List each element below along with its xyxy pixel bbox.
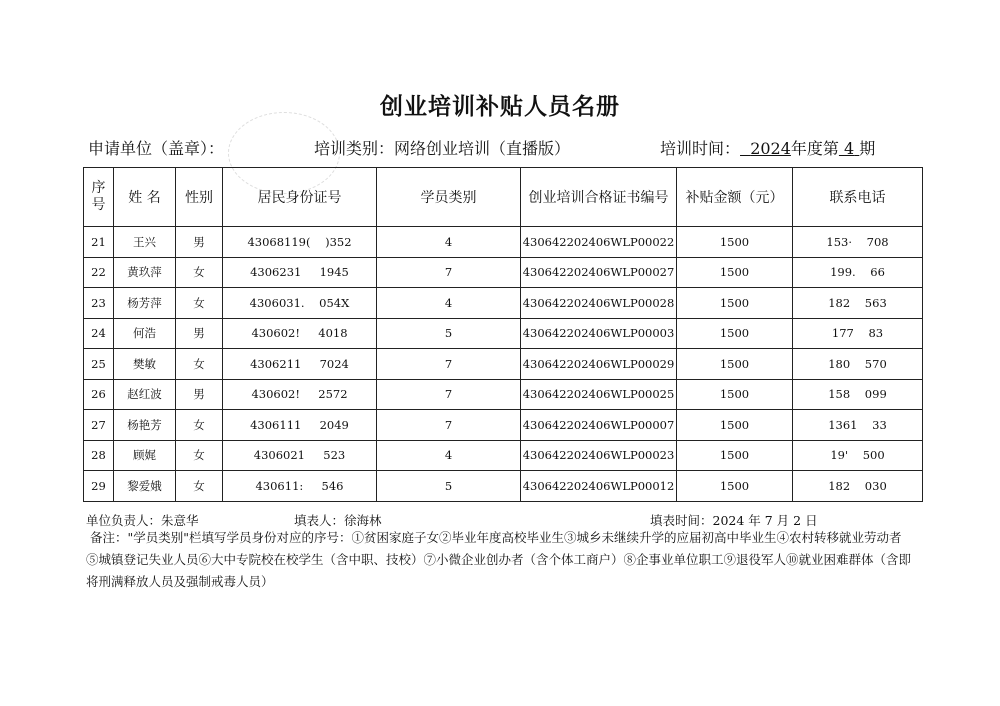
- cell-gender: 男: [176, 379, 223, 410]
- table-header-row: [84, 168, 923, 227]
- cell-name: 何浩: [114, 318, 176, 349]
- cell-cert: 430642202406WLP00023: [521, 440, 677, 471]
- cell-amount: 1500: [677, 288, 793, 319]
- cell-index: 21: [84, 227, 114, 258]
- cell-gender: 女: [176, 349, 223, 380]
- table-row: [84, 379, 923, 410]
- cell-phone: 158 099: [793, 379, 923, 410]
- table-row: [84, 257, 923, 288]
- subsidy-roster-table: [83, 167, 923, 502]
- cell-category: 5: [377, 471, 521, 502]
- cell-id: 4306021 523: [223, 440, 377, 471]
- cell-phone: 153· 708: [793, 227, 923, 258]
- cell-id: 43068119( )352: [223, 227, 377, 258]
- cell-index: 25: [84, 349, 114, 380]
- training-category: 培训类别：网络创业培训（直播版）: [314, 139, 571, 158]
- cell-gender: 男: [176, 318, 223, 349]
- header-gender: 性别: [176, 168, 223, 227]
- cell-category: 7: [377, 349, 521, 380]
- cell-gender: 女: [176, 410, 223, 441]
- table-body: [84, 227, 923, 502]
- header-cert: 创业培训合格证书编号: [521, 168, 677, 227]
- cell-phone: 19' 500: [793, 440, 923, 471]
- cell-category: 7: [377, 410, 521, 441]
- cell-id: 430602! 4018: [223, 318, 377, 349]
- period-suffix: 期: [859, 139, 876, 158]
- training-year: [740, 139, 791, 158]
- cell-phone: 199. 66: [793, 257, 923, 288]
- cell-index: 27: [84, 410, 114, 441]
- header-phone: 联系电话: [793, 168, 923, 227]
- cell-cert: 430642202406WLP00003: [521, 318, 677, 349]
- document-header-info: [88, 136, 888, 158]
- training-time: [660, 136, 875, 159]
- cell-gender: 男: [176, 227, 223, 258]
- cell-index: 24: [84, 318, 114, 349]
- cell-phone: 182 563: [793, 288, 923, 319]
- fill-date: 填表时间：2024 年 7 月 2 日: [650, 513, 818, 528]
- cell-cert: 430642202406WLP00007: [521, 410, 677, 441]
- table-row: [84, 318, 923, 349]
- cell-id: 4306211 7024: [223, 349, 377, 380]
- header-index: 序 号: [84, 168, 114, 227]
- table-row: [84, 227, 923, 258]
- cell-phone: 1361 33: [793, 410, 923, 441]
- header-category: 学员类别: [377, 168, 521, 227]
- cell-amount: 1500: [677, 349, 793, 380]
- cell-cert: 430642202406WLP00027: [521, 257, 677, 288]
- cell-phone: 177 83: [793, 318, 923, 349]
- table-row: [84, 440, 923, 471]
- applicant-label: 申请单位（盖章）：: [88, 139, 225, 158]
- cell-amount: 1500: [677, 471, 793, 502]
- cell-category: 4: [377, 288, 521, 319]
- header-id: 居民身份证号: [223, 168, 377, 227]
- cell-index: 28: [84, 440, 114, 471]
- form-filler: 填表人：徐海林: [294, 513, 382, 528]
- table-row: [84, 410, 923, 441]
- cell-name: 杨芳萍: [114, 288, 176, 319]
- training-year-value: 2024: [750, 139, 791, 158]
- cell-cert: 430642202406WLP00012: [521, 471, 677, 502]
- remarks: [86, 527, 916, 593]
- cell-amount: 1500: [677, 227, 793, 258]
- table-row: [84, 349, 923, 380]
- table-row: [84, 471, 923, 502]
- cell-name: 王兴: [114, 227, 176, 258]
- table-row: [84, 288, 923, 319]
- cell-index: 23: [84, 288, 114, 319]
- header-amount: 补贴金额（元）: [677, 168, 793, 227]
- cell-category: 5: [377, 318, 521, 349]
- cell-phone: 182 030: [793, 471, 923, 502]
- year-suffix: 年度第: [790, 139, 839, 158]
- unit-leader: 单位负责人：朱意华: [86, 513, 199, 528]
- cell-category: 7: [377, 257, 521, 288]
- cell-amount: 1500: [677, 379, 793, 410]
- cell-category: 4: [377, 440, 521, 471]
- cell-name: 顾娓: [114, 440, 176, 471]
- remark-line-3: 将刑满释放人员及强制戒毒人员）: [86, 574, 274, 589]
- cell-gender: 女: [176, 257, 223, 288]
- cell-amount: 1500: [677, 440, 793, 471]
- remark-line-1: 备注："学员类别"栏填写学员身份对应的序号：①贫困家庭子女②毕业年度高校毕业生③城乡未继续升学的应届初高中毕业生④农村转移就业劳动者: [90, 530, 902, 545]
- training-time-label: 培训时间：: [660, 139, 741, 158]
- cell-gender: 女: [176, 471, 223, 502]
- cell-amount: 1500: [677, 410, 793, 441]
- cell-id: 430611: 546: [223, 471, 377, 502]
- cell-id: 430602! 2572: [223, 379, 377, 410]
- training-period-value: 4: [844, 139, 855, 158]
- cell-category: 7: [377, 379, 521, 410]
- cell-id: 4306111 2049: [223, 410, 377, 441]
- cell-name: 杨艳芳: [114, 410, 176, 441]
- cell-name: 黎爱娥: [114, 471, 176, 502]
- cell-gender: 女: [176, 288, 223, 319]
- cell-cert: 430642202406WLP00022: [521, 227, 677, 258]
- header-name: 姓 名: [114, 168, 176, 227]
- cell-name: 黄玖萍: [114, 257, 176, 288]
- cell-name: 樊敏: [114, 349, 176, 380]
- cell-gender: 女: [176, 440, 223, 471]
- cell-category: 4: [377, 227, 521, 258]
- cell-index: 22: [84, 257, 114, 288]
- cell-cert: 430642202406WLP00028: [521, 288, 677, 319]
- cell-amount: 1500: [677, 318, 793, 349]
- cell-name: 赵红波: [114, 379, 176, 410]
- cell-index: 26: [84, 379, 114, 410]
- cell-index: 29: [84, 471, 114, 502]
- cell-id: 4306231 1945: [223, 257, 377, 288]
- cell-phone: 180 570: [793, 349, 923, 380]
- document-title: 创业培训补贴人员名册: [380, 93, 620, 120]
- remark-line-2: ⑤城镇登记失业人员⑥大中专院校在校学生（含中职、技校）⑦小微企业创办者（含个体工商户）⑧企事业单位职工⑨退役军人⑩就业困难群体（含即: [86, 552, 912, 567]
- cell-cert: 430642202406WLP00025: [521, 379, 677, 410]
- cell-id: 4306031. 054X: [223, 288, 377, 319]
- training-period: [839, 139, 859, 158]
- cell-amount: 1500: [677, 257, 793, 288]
- cell-cert: 430642202406WLP00029: [521, 349, 677, 380]
